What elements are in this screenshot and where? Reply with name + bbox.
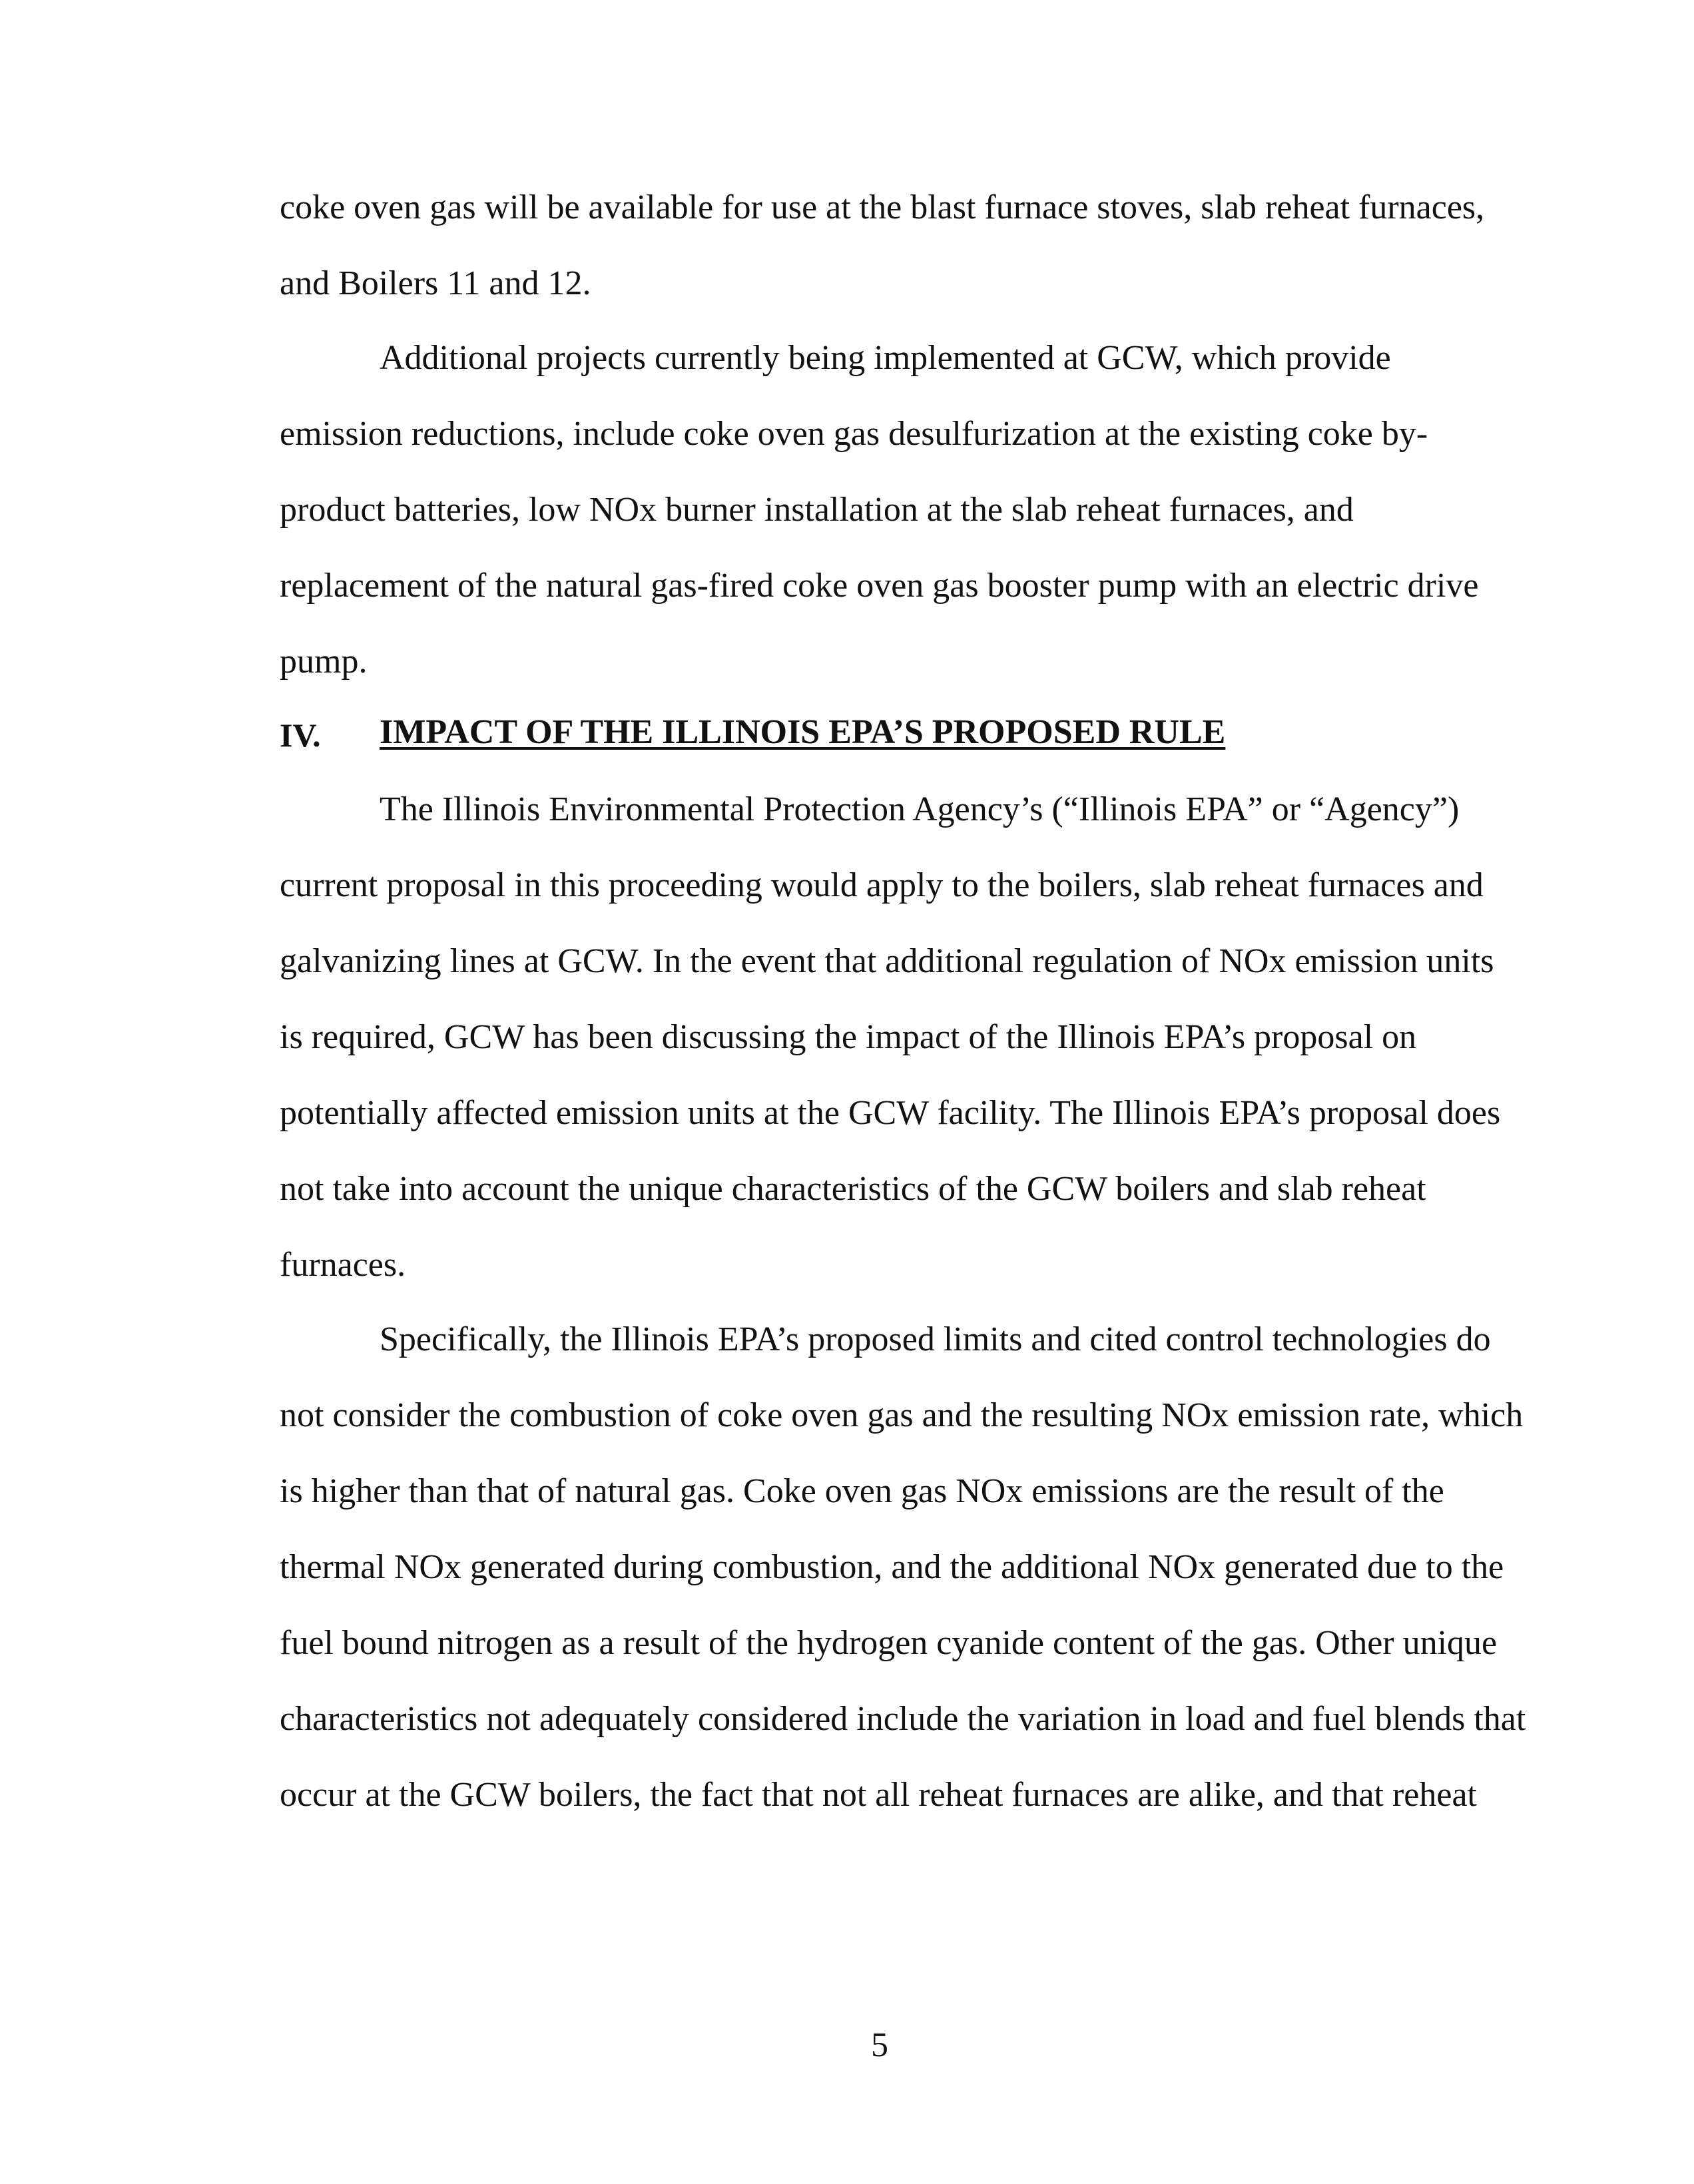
- paragraph-3-line: potentially affected emission units at the GCW facility. The Illinois EPA’s proposal does: [280, 1094, 1501, 1132]
- paragraph-1-line: coke oven gas will be available for use at the blast furnace stoves, slab reheat furnaces,: [280, 188, 1485, 226]
- section-number: IV.: [280, 716, 321, 754]
- paragraph-3-line: current proposal in this proceeding would apply to the boilers, slab reheat furnaces and: [280, 866, 1484, 904]
- paragraph-2-line: emission reductions, include coke oven gas desulfurization at the existing coke by-: [280, 415, 1428, 453]
- paragraph-4-line: not consider the combustion of coke oven gas and the resulting NOx emission rate, which: [280, 1396, 1524, 1434]
- paragraph-4-line: Specifically, the Illinois EPA’s proposed limits and cited control technologies do: [380, 1320, 1491, 1358]
- page-number: 5: [871, 2026, 888, 2064]
- paragraph-3-line: The Illinois Environmental Protection Agency’s (“Illinois EPA” or “Agency”): [380, 790, 1460, 828]
- section-title: IMPACT OF THE ILLINOIS EPA’S PROPOSED RULE: [380, 713, 1226, 751]
- paragraph-4-line: thermal NOx generated during combustion, and the additional NOx generated due to the: [280, 1548, 1504, 1586]
- paragraph-4-line: is higher than that of natural gas. Coke oven gas NOx emissions are the result of the: [280, 1472, 1444, 1510]
- paragraph-2-line: replacement of the natural gas-fired coke oven gas booster pump with an electric drive: [280, 567, 1479, 605]
- paragraph-3-line: furnaces.: [280, 1246, 406, 1284]
- paragraph-4-line: occur at the GCW boilers, the fact that not all reheat furnaces are alike, and that reheat: [280, 1776, 1477, 1814]
- paragraph-1-line: and Boilers 11 and 12.: [280, 264, 591, 302]
- paragraph-4-line: fuel bound nitrogen as a result of the hydrogen cyanide content of the gas. Other unique: [280, 1624, 1498, 1662]
- paragraph-3-line: is required, GCW has been discussing the impact of the Illinois EPA’s proposal on: [280, 1018, 1417, 1056]
- paragraph-2-line: Additional projects currently being implemented at GCW, which provide: [380, 339, 1391, 377]
- paragraph-3-line: not take into account the unique characteristics of the GCW boilers and slab reheat: [280, 1170, 1426, 1208]
- paragraph-4-line: characteristics not adequately considered include the variation in load and fuel blends that: [280, 1700, 1526, 1738]
- paragraph-2-line: product batteries, low NOx burner installation at the slab reheat furnaces, and: [280, 491, 1354, 529]
- paragraph-3-line: galvanizing lines at GCW. In the event that additional regulation of NOx emission units: [280, 942, 1494, 980]
- paragraph-2-line: pump.: [280, 643, 368, 681]
